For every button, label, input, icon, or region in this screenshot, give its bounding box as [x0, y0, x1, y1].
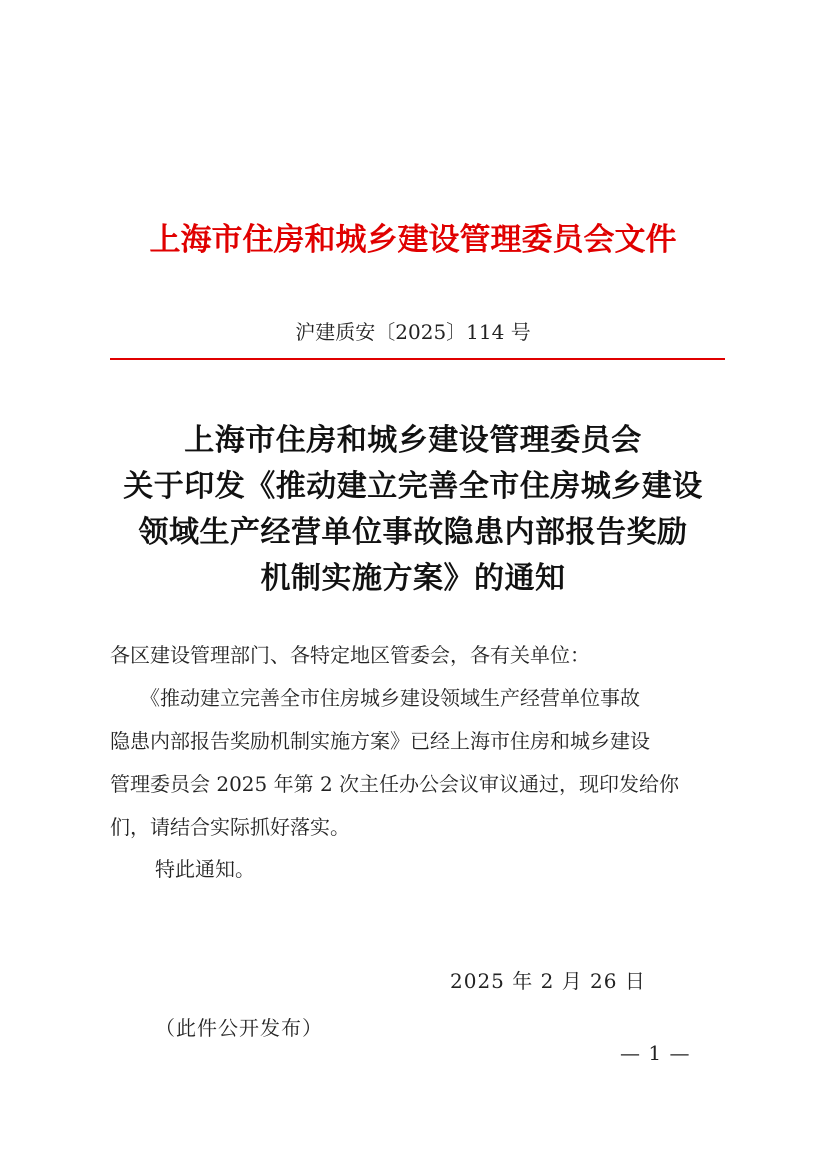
title-line: 关于印发《推动建立完善全市住房城乡建设: [123, 469, 703, 504]
paragraph-line: 隐患内部报告奖励机制实施方案》已经上海市住房和城乡建设: [110, 729, 650, 753]
red-divider-line: [110, 358, 725, 360]
notice-title: [0, 418, 826, 602]
publish-note: （此件公开发布）: [155, 1016, 323, 1040]
body-paragraph: [110, 683, 725, 855]
title-line: 领域生产经营单位事故隐患内部报告奖励: [138, 515, 688, 550]
page-number: — 1 —: [620, 1041, 691, 1065]
paragraph-line: 管理委员会 2025 年第 2 次主任办公会议审议通过，现印发给你: [110, 772, 680, 796]
title-line: 上海市住房和城乡建设管理委员会: [184, 423, 642, 458]
paragraph-line: 《推动建立完善全市住房城乡建设领域生产经营单位事故: [110, 686, 640, 710]
issue-date: 2025 年 2 月 26 日: [450, 969, 646, 993]
salutation: 各区建设管理部门、各特定地区管委会，各有关单位：: [110, 643, 590, 667]
document-number: 沪建质安〔2025〕114 号: [295, 320, 531, 344]
paragraph-line: 们，请结合实际抓好落实。: [110, 815, 350, 839]
document-header-title: 上海市住房和城乡建设管理委员会文件: [149, 222, 677, 258]
closing-remark: 特此通知。: [155, 857, 255, 881]
title-line: 机制实施方案》的通知: [260, 561, 566, 596]
